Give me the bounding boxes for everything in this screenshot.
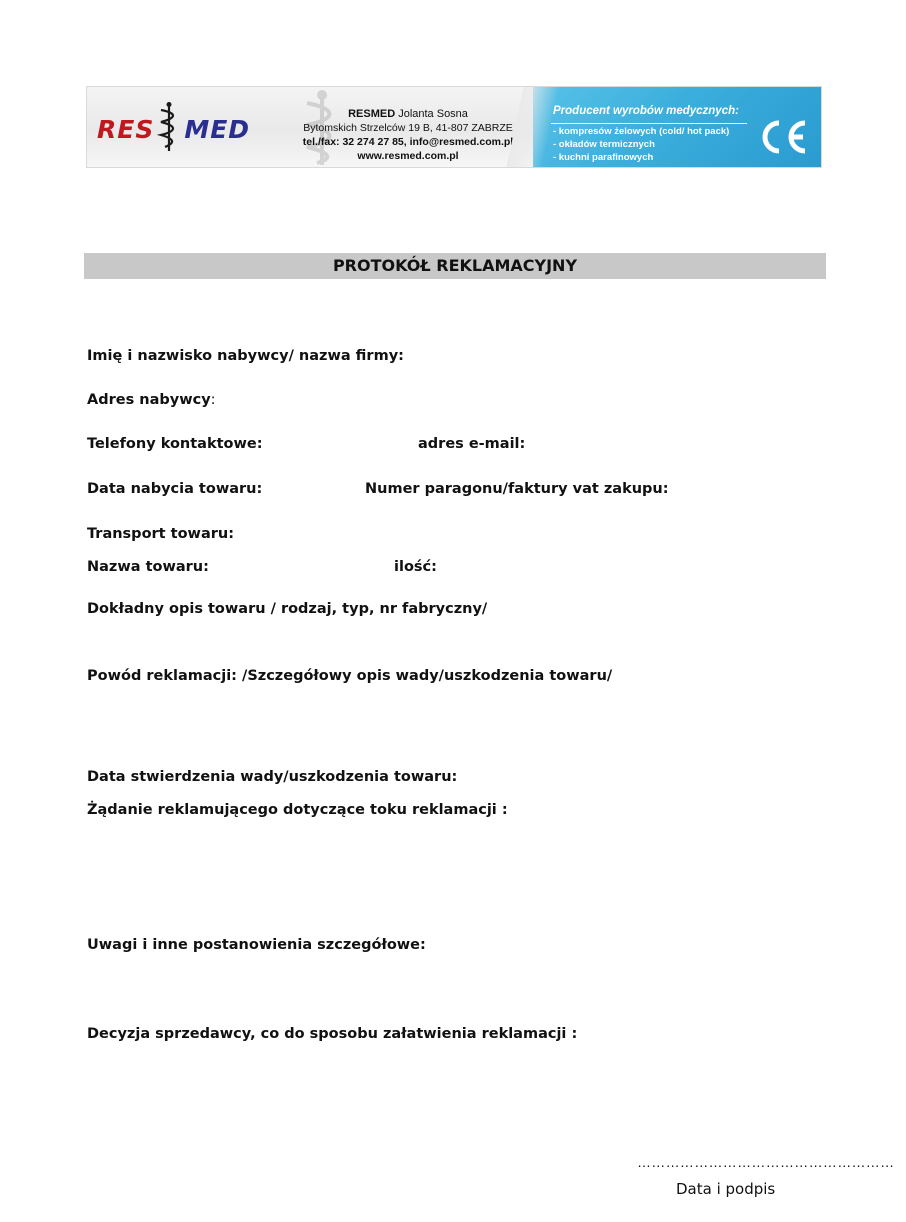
producer-list: [553, 125, 729, 164]
remarks-label: Uwagi i inne postanowienia szczegółowe:: [87, 937, 426, 953]
description-label: Dokładny opis towaru / rodzaj, typ, nr fabryczny/: [87, 601, 488, 617]
defect-date-label: Data stwierdzenia wady/uszkodzenia towaru:: [87, 769, 458, 785]
producer-divider: [551, 123, 747, 124]
transport-label: Transport towaru:: [87, 526, 235, 542]
company-website: www.resmed.com.pl: [357, 150, 459, 162]
producer-item: - kuchni parafinowych: [553, 152, 654, 163]
demand-label: Żądanie reklamującego dotyczące toku reklamacji :: [87, 802, 508, 818]
receipt-number-label: Numer paragonu/faktury vat zakupu:: [365, 481, 669, 497]
buyer-name-label: Imię i nazwisko nabywcy/ nazwa firmy:: [87, 348, 404, 364]
company-name: RESMED: [348, 108, 396, 120]
producer-item: - kompresów żelowych (cold/ hot pack): [553, 126, 730, 137]
product-name-label: Nazwa towaru:: [87, 559, 209, 575]
producer-title: Producent wyrobów medycznych:: [553, 105, 739, 117]
company-panel: [87, 87, 533, 167]
logo-med-text: MED: [184, 114, 251, 144]
purchase-date-label: Data nabycia towaru:: [87, 481, 263, 497]
company-info: [283, 107, 533, 163]
company-name-line: [283, 107, 533, 121]
ce-mark-icon: [757, 117, 811, 157]
complaint-reason-label: Powód reklamacji: /Szczegółowy opis wady/uszkodzenia towaru/: [87, 668, 613, 684]
company-contact: tel./fax: 32 274 27 85, info@resmed.com.pl: [302, 136, 514, 148]
signature-label: Data i podpis: [676, 1180, 776, 1198]
decision-label: Decyzja sprzedawcy, co do sposobu załatwienia reklamacji :: [87, 1026, 578, 1042]
company-owner: Jolanta Sosna: [398, 108, 468, 120]
form-title: PROTOKÓŁ REKLAMACYJNY: [84, 253, 826, 279]
logo-res-text: RES: [97, 114, 155, 144]
header-banner: [86, 86, 822, 168]
buyer-address-colon: :: [210, 392, 216, 408]
producer-item: - okładów termicznych: [553, 139, 655, 150]
buyer-address-label: [87, 392, 216, 408]
company-address: Bytomskich Strzelców 19 B, 41-807 ZABRZE: [303, 122, 513, 134]
email-label: adres e-mail:: [418, 436, 526, 452]
signature-line: ………………………………………………: [637, 1154, 895, 1170]
buyer-address-text: Adres nabywcy: [87, 392, 211, 408]
quantity-label: ilość:: [394, 559, 437, 575]
phones-label: Telefony kontaktowe:: [87, 436, 263, 452]
caduceus-icon: [155, 101, 183, 153]
resmed-logo: [97, 109, 250, 149]
producer-panel: [533, 87, 821, 167]
